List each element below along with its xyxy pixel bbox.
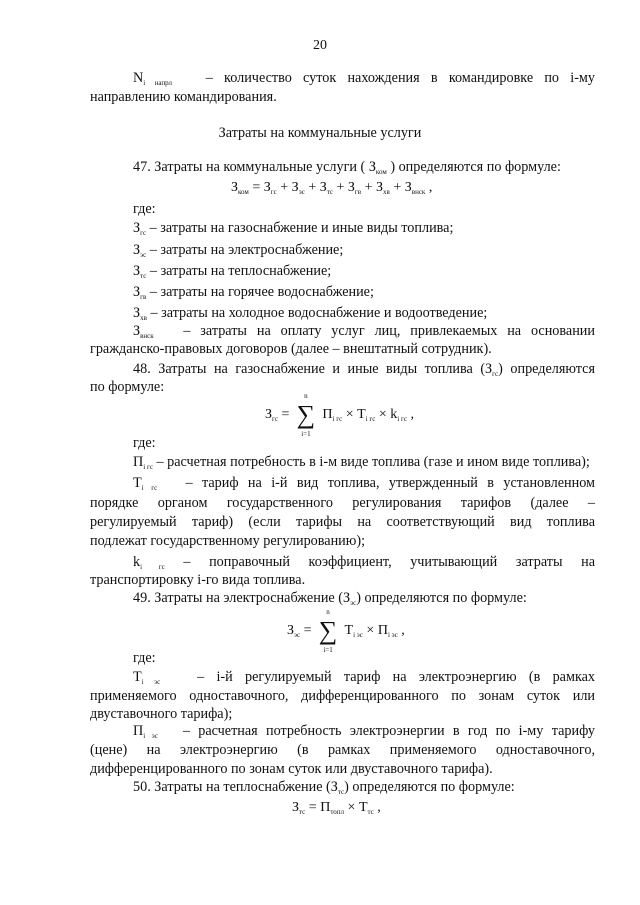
text: 48. Затраты на газоснабжение и иные виды топлива (: [133, 361, 486, 377]
symbol: З: [342, 590, 351, 606]
text: 50. Затраты на теплоснабжение (: [133, 779, 331, 795]
factor: П: [377, 623, 388, 639]
term: З: [263, 180, 271, 195]
p48-line-2: по формуле:: [90, 379, 165, 395]
def-text: – затраты на электроснабжение;: [149, 242, 344, 258]
sum-lower: i=1: [301, 430, 311, 438]
factor: Т: [344, 623, 354, 639]
sum-upper: n: [326, 608, 330, 616]
factor-sub: i гс: [365, 415, 376, 424]
section-title: Затраты на коммунальные услуги: [218, 125, 422, 141]
symbol: П: [133, 723, 144, 739]
text: ) определяются по формуле:: [390, 159, 561, 175]
formula-48: $З_{гс}$ = n ∑ i=1 $П_{i гс} \times Т_{i гс} \times k_{i гс}$ ,: [265, 392, 414, 438]
def-text: – расчетная потребность электроэнергии в год по i-му тарифу: [182, 723, 595, 739]
lhs: З: [265, 407, 273, 423]
factor-sub: тс: [367, 808, 374, 816]
symbol-sub: i эс: [143, 732, 158, 740]
def-text: подлежат государственному регулированию);: [90, 533, 366, 549]
formula-50: $З_{тс} = П_{топл} \times Т_{тс}$ ,: [292, 800, 381, 816]
symbol: З: [368, 159, 376, 175]
symbol: З: [133, 263, 141, 279]
symbol-sub: ком: [375, 168, 387, 176]
symbol-sub: эс: [350, 599, 357, 607]
symbol: З: [133, 220, 141, 236]
symbol: З: [133, 284, 141, 300]
term-sub: гс: [270, 188, 277, 196]
def-text: – i-й регулируемый тариф на электроэнергию (в рамках: [197, 669, 596, 685]
symbol-sub: эс: [140, 251, 147, 259]
factor: П: [320, 800, 331, 815]
sum-upper: n: [304, 392, 308, 400]
def-text: – затраты на теплоснабжение;: [149, 263, 332, 279]
where-label: где:: [133, 435, 156, 451]
def-text: – затраты на горячее водоснабжение;: [149, 284, 374, 300]
term: З: [291, 180, 299, 195]
text: ) определяются по формуле:: [344, 779, 515, 795]
symbol-sub: i напрл: [143, 79, 173, 87]
factor: k: [390, 407, 398, 423]
text: ) определяются: [498, 361, 596, 377]
text: ) определяются по формуле:: [356, 590, 527, 606]
factor-sub: i гс: [332, 415, 343, 424]
def-row: [133, 219, 453, 238]
lhs: З: [231, 180, 239, 195]
def-text: двуставочного тарифа);: [90, 706, 233, 722]
symbol: N: [133, 70, 144, 86]
lhs-sub: тс: [299, 808, 306, 816]
def-text: – расчетная потребность в i-м виде топлива (газе и ином виде топлива);: [156, 454, 590, 470]
def-text: – поправочный коэффициент, учитывающий затраты на: [183, 554, 595, 570]
symbol: З: [330, 779, 338, 795]
factor-sub: топл: [330, 808, 345, 816]
lhs-sub: ком: [238, 188, 249, 196]
factor: Т: [358, 800, 368, 815]
term-sub: хв: [383, 188, 390, 196]
symbol: Т: [133, 475, 142, 491]
symbol: З: [485, 361, 493, 377]
p47-line: [133, 158, 561, 177]
intro-line-1: [133, 69, 595, 88]
lhs-sub: гс: [272, 415, 278, 424]
factor: Т: [357, 407, 366, 423]
lhs-sub: эс: [294, 631, 301, 640]
lhs: З: [292, 800, 300, 815]
def-text: – затраты на оплату услуг лиц, привлекаемых на основании: [183, 323, 595, 339]
term: З: [376, 180, 384, 195]
symbol: П: [133, 454, 144, 470]
term: З: [347, 180, 355, 195]
term: З: [404, 180, 412, 195]
symbol-sub: i эс: [141, 678, 161, 686]
factor: П: [322, 407, 333, 423]
def-text: порядке органом государственного регулирования тарифов (далее –: [90, 495, 595, 511]
factor-sub: i гс: [397, 415, 407, 424]
text: 49. Затраты на электроснабжение (: [133, 590, 343, 606]
sum-lower: i=1: [323, 646, 333, 654]
def-text: гражданско-правовых договоров (далее – внештатный сотрудник).: [90, 341, 492, 357]
def-row: [133, 722, 595, 741]
factor-sub: i эс: [353, 631, 363, 640]
symbol-sub: i гс: [143, 463, 153, 471]
text: – количество суток нахождения в командировке по i-му: [205, 70, 595, 86]
symbol-sub: гс: [140, 229, 147, 237]
formula-49: $З_{эс}$ = n ∑ i=1 $Т_{i эс} \times П_{i эс}$ ,: [287, 608, 405, 654]
def-row: [133, 283, 374, 302]
def-text: – затраты на газоснабжение и иные виды топлива;: [149, 220, 454, 236]
def-text: – затраты на холодное водоснабжение и водоотведение;: [150, 305, 488, 321]
def-text: – тариф на i-й вид топлива, утвержденный в установленном: [185, 475, 596, 491]
symbol-sub: гс: [492, 370, 499, 378]
symbol: З: [133, 305, 141, 321]
def-text: применяемого одноставочного, дифференцированного по зонам суток или: [90, 688, 595, 704]
def-row: [133, 668, 595, 687]
term-sub: гв: [354, 188, 362, 196]
def-row: [133, 553, 595, 572]
def-row: [133, 304, 487, 323]
sigma-icon: n ∑ i=1: [293, 402, 319, 428]
symbol-sub: хв: [140, 314, 147, 322]
p49-line: [133, 589, 527, 608]
def-text: регулируемый тариф) (если тарифы на соответствующий вид топлива: [90, 514, 595, 530]
symbol-sub: тс: [140, 272, 147, 280]
term-sub: внск: [411, 188, 426, 196]
p50-line: [133, 778, 515, 797]
def-row: [133, 453, 590, 472]
symbol: З: [133, 323, 141, 339]
def-row: [133, 322, 595, 341]
formula-47: $З_{ком} = З_{гс} + З_{эс} + З_{тс} + З_{гв} + З_{хв} + З_{внск}$ ,: [231, 180, 433, 196]
symbol: Т: [133, 669, 142, 685]
lhs: З: [287, 623, 295, 639]
symbol-sub: гв: [140, 293, 147, 301]
def-text: транспортировку i-го вида топлива.: [90, 572, 306, 588]
symbol-sub: тс: [337, 788, 345, 796]
def-row: [133, 262, 331, 281]
term-sub: тс: [326, 188, 333, 196]
sigma-icon: n ∑ i=1: [315, 618, 341, 644]
symbol-sub: i гс: [141, 484, 158, 492]
p48-line-1: [133, 360, 595, 379]
def-text: дифференцированного по зонам суток или двуставочного тарифа).: [90, 761, 493, 777]
symbol-sub: i гс: [140, 563, 165, 571]
page-number: 20: [313, 38, 327, 53]
symbol: З: [133, 242, 141, 258]
def-text: (цене) на электроэнергию (в рамках применяемого одноставочного,: [90, 742, 595, 758]
intro-line-2: направлению командирования.: [90, 89, 277, 105]
symbol-sub: внск: [140, 332, 154, 340]
symbol: k: [133, 554, 141, 570]
where-label: где:: [133, 201, 156, 217]
factor-sub: i эс: [387, 631, 398, 640]
where-label: где:: [133, 650, 156, 666]
def-row: [133, 474, 595, 493]
def-row: [133, 241, 343, 260]
term-sub: эс: [298, 188, 305, 196]
term: З: [319, 180, 327, 195]
text: 47. Затраты на коммунальные услуги (: [133, 159, 366, 175]
